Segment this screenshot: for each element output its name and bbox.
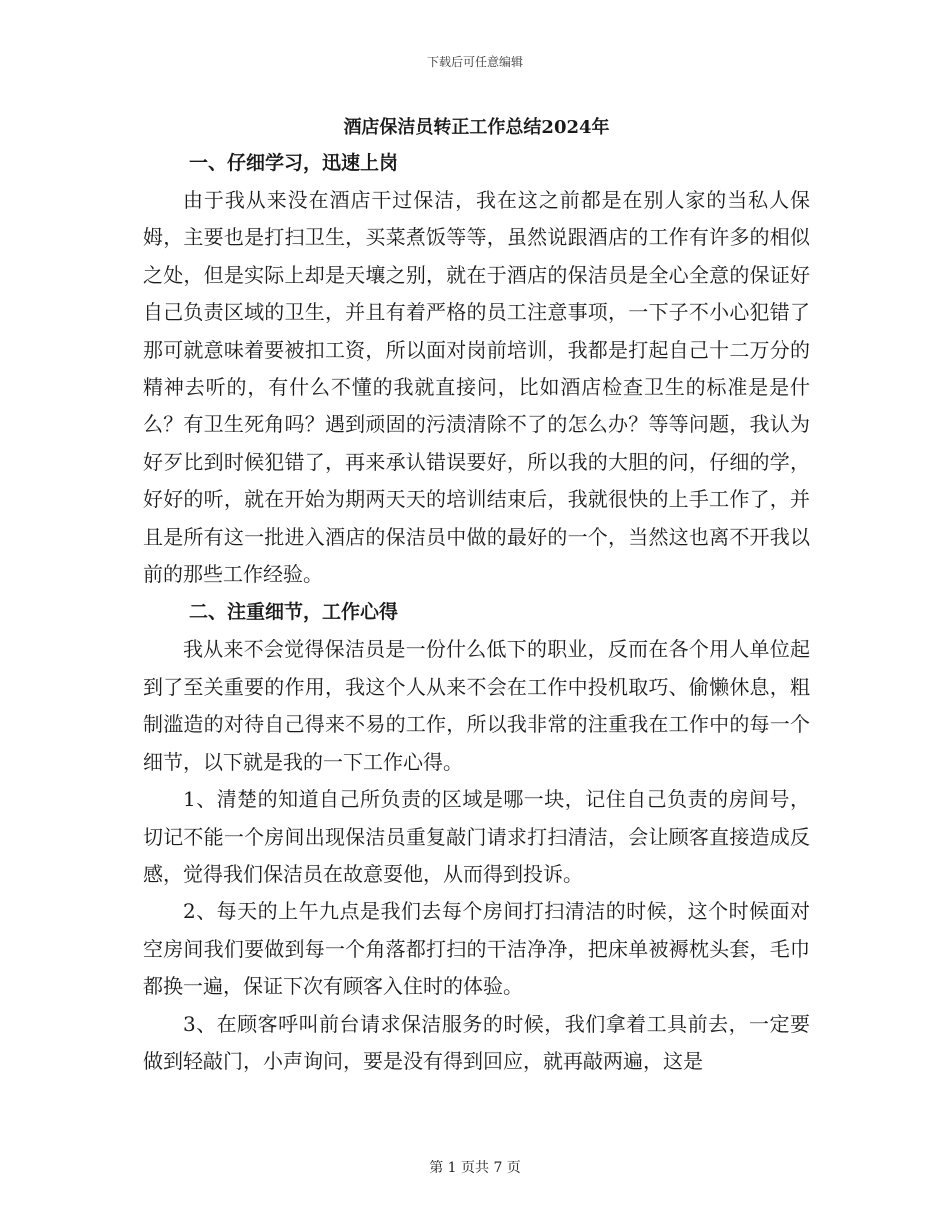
paragraph: 2、每天的上午九点是我们去每个房间打扫清洁的时候，这个时候面对空房间我们要做到每一个角落都打扫的干洁净净，把床单被褥枕头套，毛巾都换一遍，保证下次有顾客入住时的体验。: [143, 899, 810, 999]
section-heading-2: 二、注重细节，工作心得: [189, 601, 399, 624]
document-title: 酒店保洁员转正工作总结2024年: [343, 117, 610, 138]
paragraph: 我从来不会觉得保洁员是一份什么低下的职业，反而在各个用人单位起到了至关重要的作用，我这个人从来不会在工作中投机取巧、偷懒休息，粗制滥造的对待自己得来不易的工作，所以我非常的注重我在工作中的每一个细节，以下就是我的一下工作心得。: [143, 637, 810, 774]
paragraph: 3、在顾客呼叫前台请求保洁服务的时候，我们拿着工具前去，一定要做到轻敲门，小声询问，要是没有得到回应，就再敲两遍，这是: [143, 1011, 810, 1073]
paragraph: 由于我从来没在酒店干过保洁，我在这之前都是在别人家的当私人保姆，主要也是打扫卫生，买菜煮饭等等，虽然说跟酒店的工作有许多的相似之处，但是实际上却是天壤之别，就在于酒店的保洁员是全心全意的保证好自己负责区域的卫生，并且有着严格的员工注意事项，一下子不小心犯错了那可就意味着要被扣工资，所以面对岗前培训，我都是打起自己十二万分的精神去听的，有什么不懂的我就直接问，比如酒店检查卫生的标准是是什么？有卫生死角吗？遇到顽固的污渍清除不了的怎么办？等等问题，我认为好歹比到时候犯错了，再来承认错误要好，所以我的大胆的问，仔细的学，好好的听，就在开始为期两天天的培训结束后，我就很快的上手工作了，并且是所有这一批进入酒店的保洁员中做的最好的一个，当然这也离不开我以前的那些工作经验。: [143, 188, 810, 587]
section-heading-1: 一、仔细学习，迅速上岗: [189, 152, 399, 174]
page-footer: 第 1 页共 7 页: [429, 1160, 521, 1176]
document-body: [143, 112, 810, 1080]
page-header: 下载后可任意编辑: [426, 55, 523, 69]
paragraph: 1、清楚的知道自己所负责的区域是哪一块，记住自己负责的房间号，切记不能一个房间出现保洁员重复敲门请求打扫清洁，会让顾客直接造成反感，觉得我们保洁员在故意耍他，从而得到投诉。: [143, 787, 810, 886]
